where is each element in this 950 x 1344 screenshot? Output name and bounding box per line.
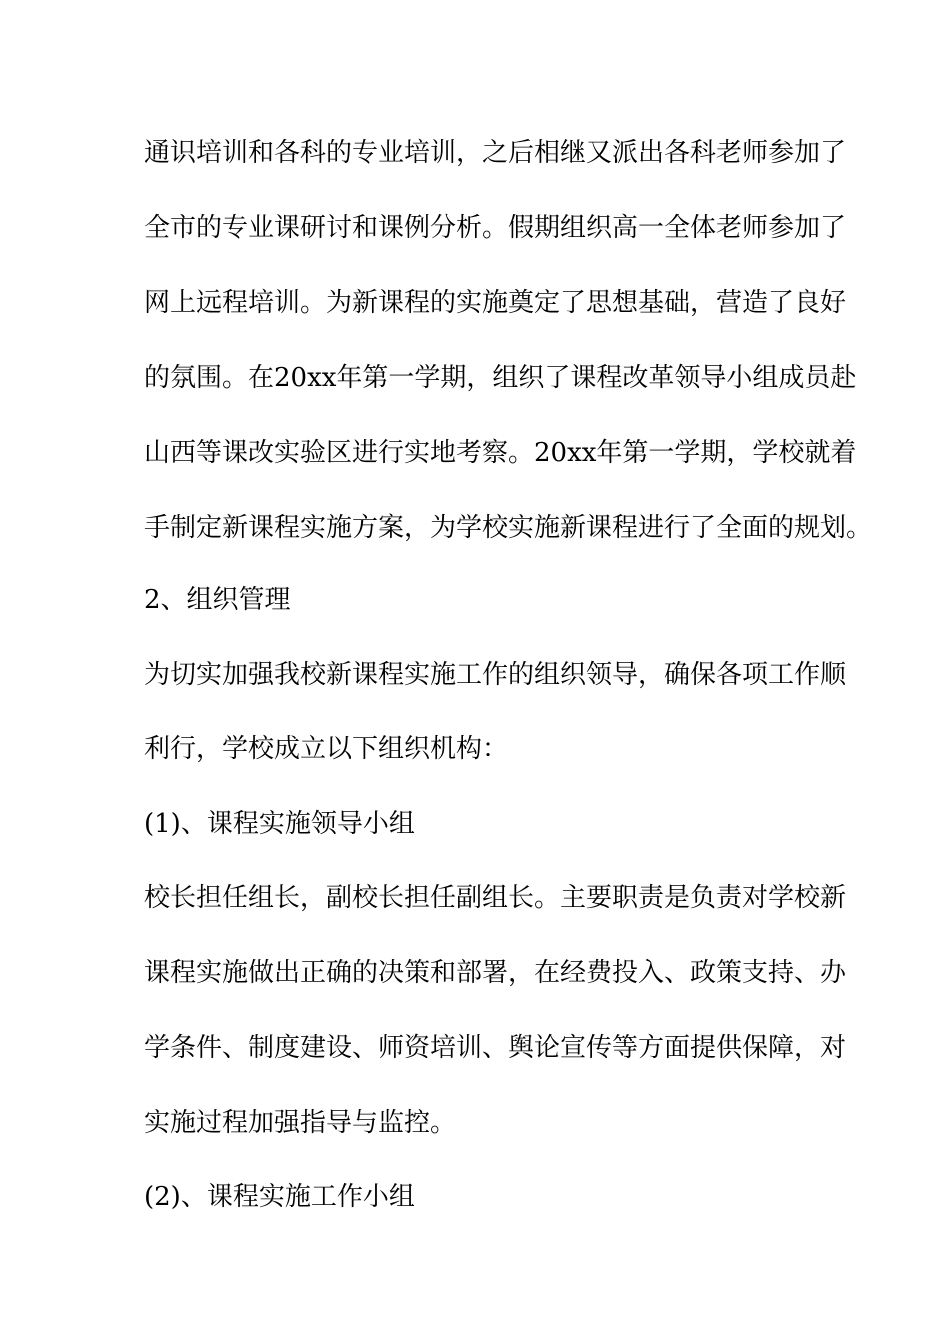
paragraph-line: 山西等课改实验区进行实地考察。20xx年第一学期，学校就着 xyxy=(144,438,857,468)
paragraph-line: 学条件、制度建设、师资培训、舆论宣传等方面提供保障，对 xyxy=(144,1033,847,1063)
subsection-heading: (1)、课程实施领导小组 xyxy=(144,809,415,839)
paragraph-line: 网上远程培训。为新课程的实施奠定了思想基础，营造了良好 xyxy=(144,288,847,318)
paragraph-line: 利行，学校成立以下组织机构： xyxy=(144,734,509,764)
paragraph-line: 课程实施做出正确的决策和部署，在经费投入、政策支持、办 xyxy=(144,958,847,988)
paragraph-line: 校长担任组长，副校长担任副组长。主要职责是负责对学校新 xyxy=(144,883,847,913)
section-heading: 2、组织管理 xyxy=(144,585,291,615)
paragraph-line: 全市的专业课研讨和课例分析。假期组织高一全体老师参加了 xyxy=(144,213,847,243)
paragraph-line: 通识培训和各科的专业培训，之后相继又派出各科老师参加了 xyxy=(144,138,847,168)
paragraph-line: 手制定新课程实施方案，为学校实施新课程进行了全面的规划。 xyxy=(144,513,873,543)
subsection-heading: (2)、课程实施工作小组 xyxy=(144,1182,415,1212)
paragraph-line: 的氛围。在20xx年第一学期，组织了课程改革领导小组成员赴 xyxy=(144,363,857,393)
paragraph-line: 实施过程加强指导与监控。 xyxy=(144,1108,457,1138)
paragraph-line: 为切实加强我校新课程实施工作的组织领导，确保各项工作顺 xyxy=(144,660,847,690)
